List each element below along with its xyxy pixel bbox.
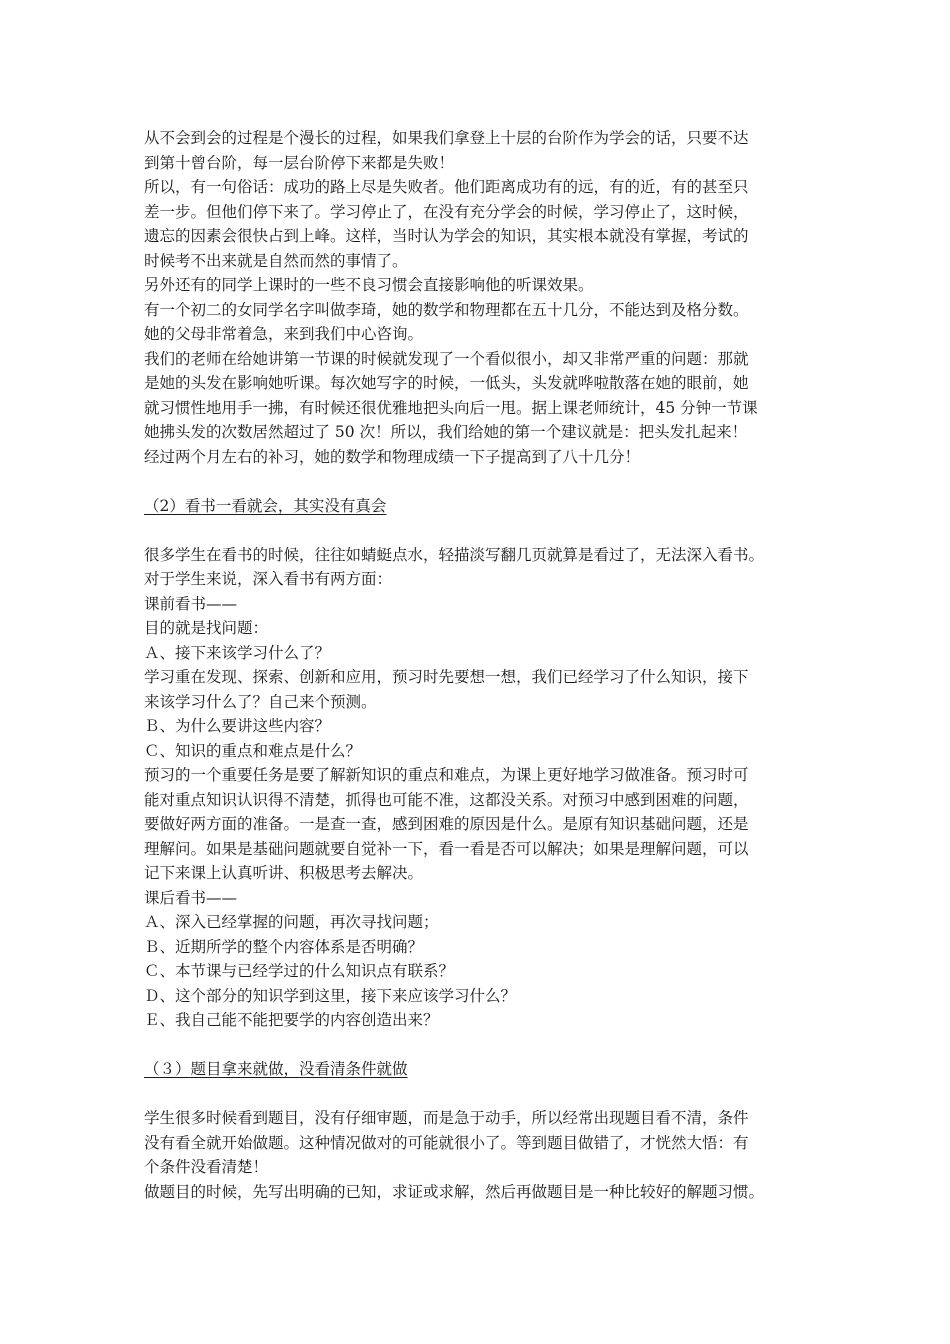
list-item: Ｃ、本节课与已经学过的什么知识点有联系？ (144, 962, 455, 980)
paragraph-line: 我们的老师在给她讲第一节课的时候就发现了一个看似很小，却又非常严重的问题：那就 (144, 349, 749, 368)
list-item: Ａ、接下来该学习什么了？ (144, 643, 331, 662)
document-body (144, 126, 814, 1204)
paragraph-line: 就习惯性地用手一拂，有时候还很优雅地把头向后一甩。据上课老师统计，45 分钟一节课 (144, 398, 758, 417)
paragraph-line: 对于学生来说，深入看书有两方面： (144, 570, 393, 588)
paragraph-line: 要做好两方面的准备。一是查一查，感到困难的原因是什么。是原有知识基础问题，还是 (144, 815, 749, 833)
paragraph-line: 预习的一个重要任务是要了解新知识的重点和难点，为课上更好地学习做准备。预习时可 (144, 766, 749, 784)
paragraph-line: 学习重在发现、探索、创新和应用，预习时先要想一想，我们已经学习了什么知识，接下 (144, 668, 749, 686)
paragraph-line: 理解问。如果是基础问题就要自觉补一下，看一看是否可以解决；如果是理解问题，可以 (144, 839, 749, 858)
paragraph-line: 能对重点知识认识得不清楚，抓得也可能不准，这都没关系。对预习中感到困难的问题， (144, 790, 749, 809)
blank-line (144, 1033, 814, 1058)
paragraph-line: 她拂头发的次数居然超过了 50 次！所以，我们给她的第一个建议就是：把头发扎起来！ (144, 423, 748, 441)
paragraph-line: 她的父母非常着急，来到我们中心咨询。 (144, 325, 424, 343)
paragraph-line: 课前看书—— (144, 594, 238, 613)
paragraph-line: 课后看书—— (144, 888, 238, 907)
list-item: Ｃ、知识的重点和难点是什么？ (144, 741, 362, 760)
paragraph-line: 没有看全就开始做题。这种情况做对的可能就很小了。等到题目做错了，才恍然大悟：有 (144, 1133, 749, 1152)
paragraph-line: 遗忘的因素会很快占到上峰。这样，当时认为学会的知识，其实根本就没有掌握，考试的 (144, 227, 749, 245)
paragraph-line: 是她的头发在影响她听课。每次她写字的时候，一低头，头发就哗啦散落在她的眼前，她 (144, 374, 749, 392)
paragraph-line: 学生很多时候看到题目，没有仔细审题，而是急于动手，所以经常出现题目看不清，条件 (144, 1109, 749, 1127)
list-item: Ｄ、这个部分的知识学到这里，接下来应该学习什么？ (144, 986, 517, 1005)
paragraph-line: 个条件没看清楚！ (144, 1158, 269, 1176)
paragraph-line: 时候考不出来就是自然而然的事情了。 (144, 251, 408, 270)
list-item: Ｅ、我自己能不能把要学的内容创造出来？ (144, 1011, 439, 1029)
paragraph-line: 记下来课上认真听讲、积极思考去解决。 (144, 864, 424, 882)
paragraph-line: 有一个初二的女同学名字叫做李琦，她的数学和物理都在五十几分，不能达到及格分数。 (144, 300, 749, 319)
blank-line (144, 1082, 814, 1107)
paragraph-line: 到第十曾台阶，每一层台阶停下来都是失败！ (144, 153, 455, 172)
paragraph-line: 目的就是找问题： (144, 619, 269, 637)
paragraph-line: 另外还有的同学上课时的一些不良习惯会直接影响他的听课效果。 (144, 276, 594, 294)
list-item: Ａ、深入已经掌握的问题，再次寻找问题； (144, 913, 439, 931)
list-item: Ｂ、为什么要讲这些内容？ (144, 717, 331, 735)
paragraph-line: 所以，有一句俗话：成功的路上尽是失败者。他们距离成功有的远，有的近，有的甚至只 (144, 178, 749, 196)
list-item: Ｂ、近期所学的整个内容体系是否明确？ (144, 937, 424, 956)
section-heading-3: （３）题目拿来就做，没看清条件就做 (144, 1060, 408, 1078)
blank-line (144, 518, 814, 543)
paragraph-line: 经过两个月左右的补习，她的数学和物理成绩一下子提高到了八十几分！ (144, 447, 641, 466)
paragraph-line: 做题目的时候，先写出明确的已知，求证或求解，然后再做题目是一种比较好的解题习惯。 (144, 1182, 765, 1201)
paragraph-line: 差一步。但他们停下来了。学习停止了，在没有充分学会的时候，学习停止了，这时候， (144, 202, 749, 221)
section-heading-2: （2）看书一看就会，其实没有真会 (144, 496, 387, 515)
paragraph-line: 从不会到会的过程是个漫长的过程，如果我们拿登上十层的台阶作为学会的话，只要不达 (144, 129, 749, 147)
paragraph-line: 很多学生在看书的时候，往往如蜻蜓点水，轻描淡写翻几页就算是看过了，无法深入看书。 (144, 545, 765, 564)
paragraph-line: 来该学习什么了？自己来个预测。 (144, 692, 377, 711)
blank-line (144, 469, 814, 494)
